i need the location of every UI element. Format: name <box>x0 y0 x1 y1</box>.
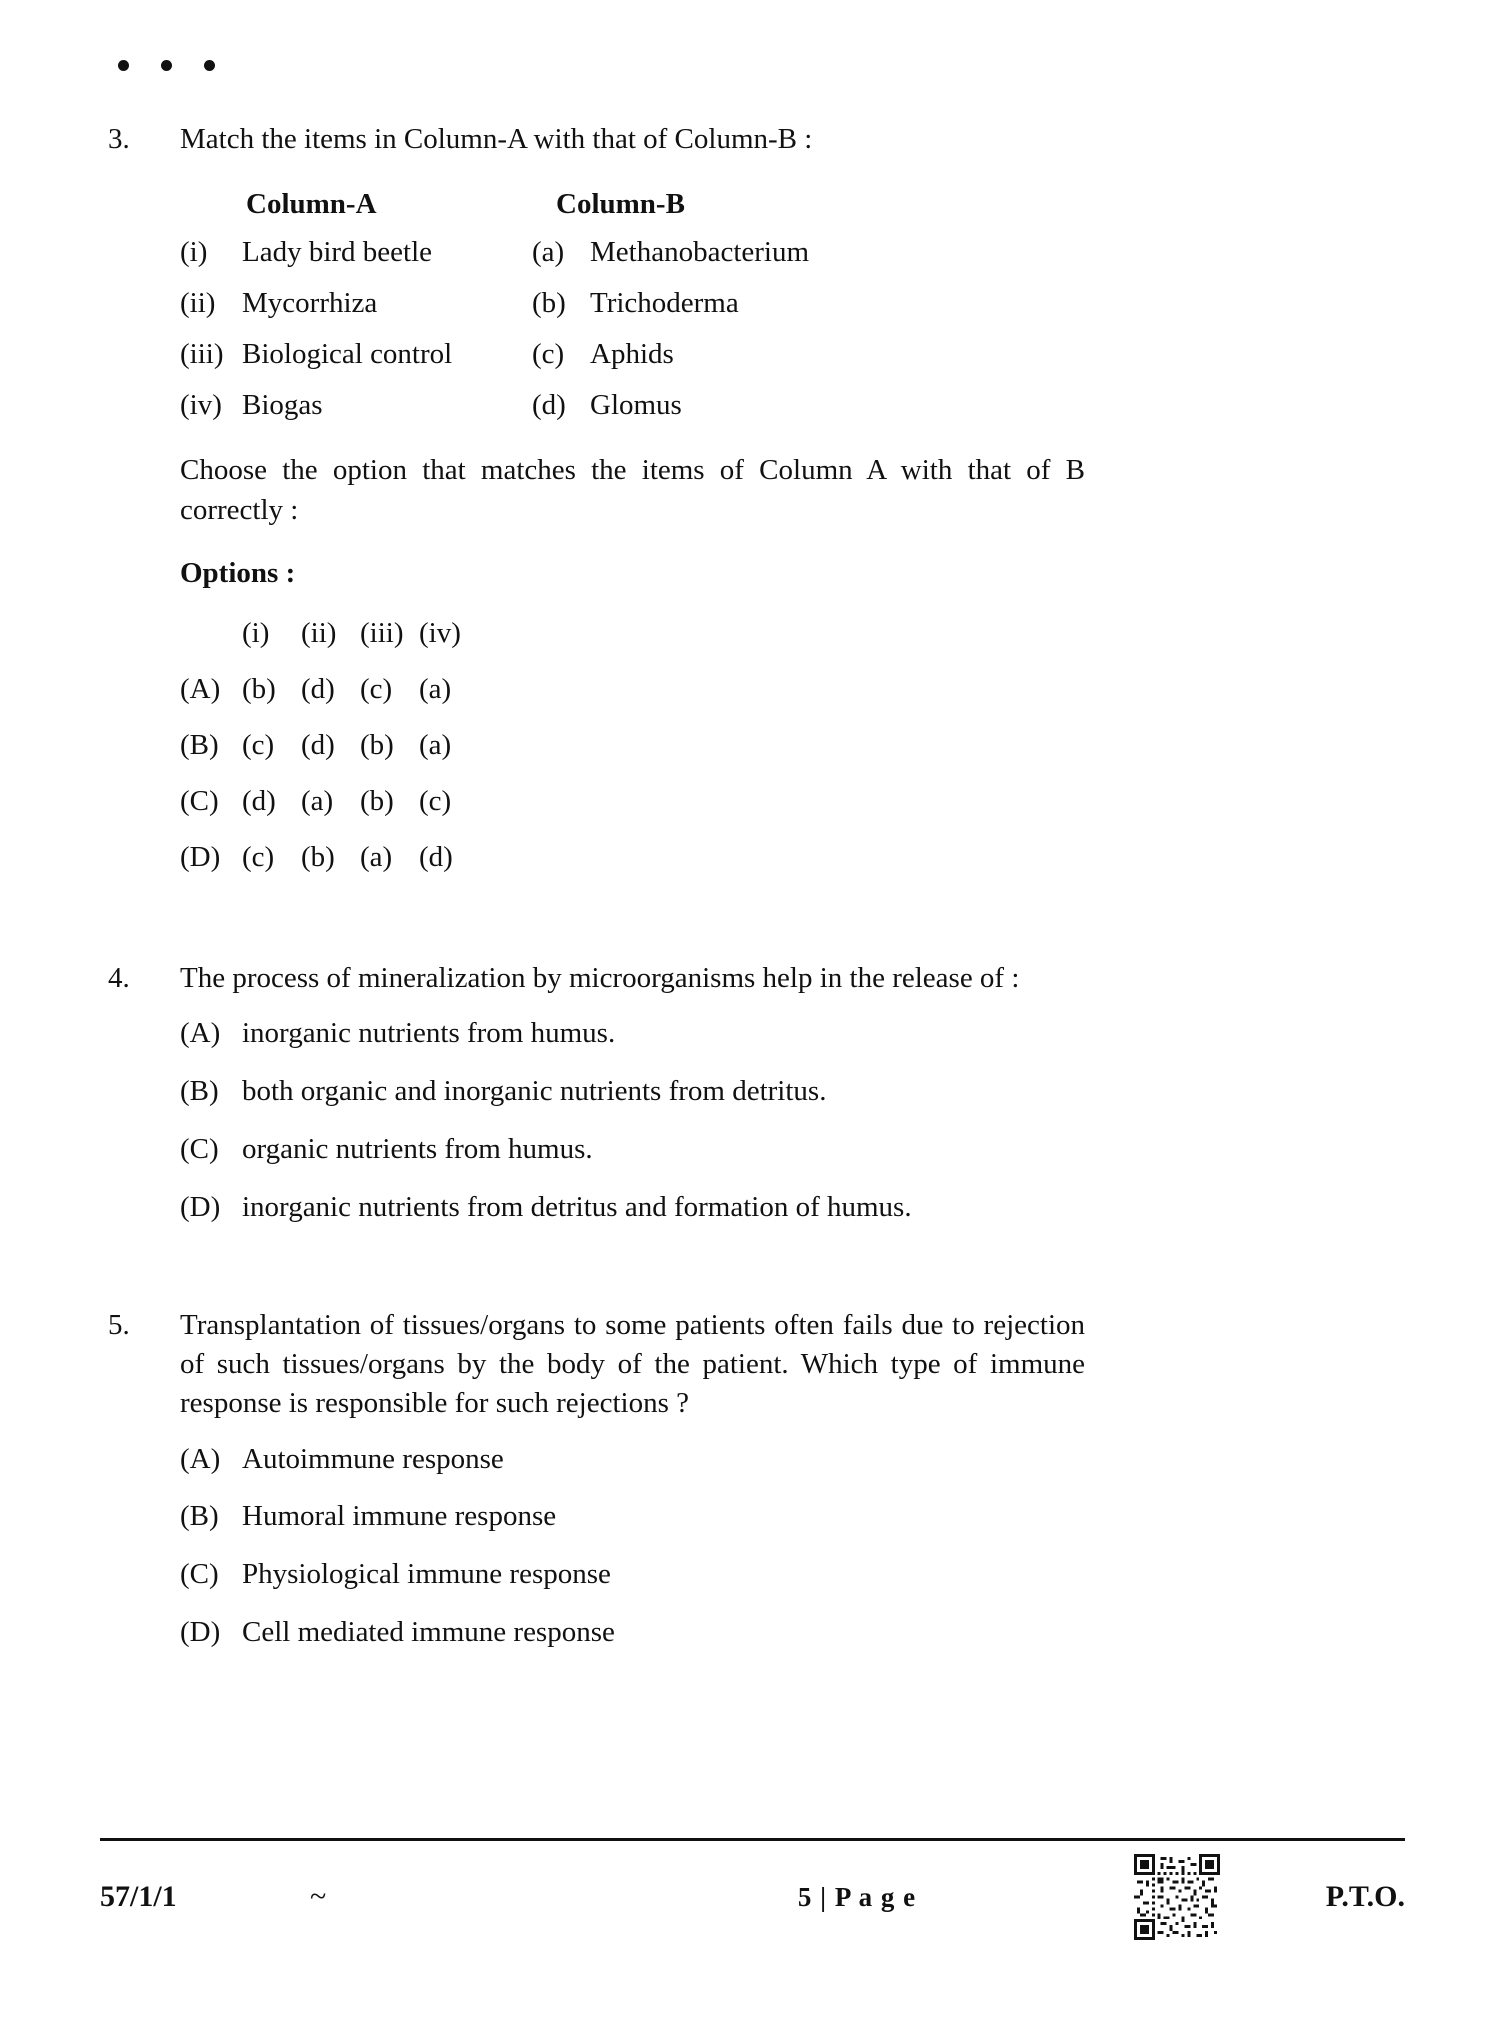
page-footer <box>100 1852 1405 1942</box>
row-b-letter: (b) <box>532 286 566 319</box>
qr-code-icon <box>1134 1854 1220 1940</box>
option-text: Humoral immune response <box>242 1500 557 1533</box>
page-number: 5 | P a g e <box>797 1881 917 1912</box>
table-row <box>180 337 1395 370</box>
row-b-letter: (a) <box>532 235 565 268</box>
matrix-cell: (a) <box>419 728 452 761</box>
matrix-cell: (d) <box>242 784 276 817</box>
option-label: (D) <box>180 1190 221 1223</box>
row-b-text: Trichoderma <box>590 286 739 319</box>
question-3-stem: Match the items in Column-A with that of Column-B : <box>180 123 813 155</box>
row-a-text: Lady bird beetle <box>242 235 433 268</box>
instruction-line-2: correctly : <box>180 493 299 526</box>
matrix-cell: (b) <box>360 784 394 817</box>
answer-matrix <box>180 616 1395 873</box>
matrix-option-row-c[interactable] <box>180 784 1395 817</box>
row-a-text: Biogas <box>242 388 323 421</box>
table-row <box>180 388 1395 421</box>
question-5-number: 5. <box>108 1309 130 1342</box>
list-item[interactable] <box>180 1441 1395 1479</box>
matrix-cell: (c) <box>360 672 393 705</box>
matrix-cell: (b) <box>242 672 276 705</box>
option-text: inorganic nutrients from detritus and formation of humus. <box>242 1190 912 1223</box>
matrix-cell: (a) <box>301 784 334 817</box>
question-4-stem: The process of mineralization by microorganisms help in the release of : <box>180 961 1020 994</box>
matrix-option-row-b[interactable] <box>180 728 1395 761</box>
matrix-header-i: (i) <box>242 616 270 649</box>
page-top-bullet-marks <box>118 60 215 71</box>
option-text: Autoimmune response <box>242 1442 504 1475</box>
matrix-cell: (d) <box>301 728 335 761</box>
question-3-instruction <box>180 450 1085 530</box>
option-label: (D) <box>180 840 221 873</box>
stem-line-3: response is responsible for such rejections ? <box>180 1386 689 1419</box>
list-item[interactable] <box>180 1073 1395 1111</box>
option-text: Physiological immune response <box>242 1558 611 1591</box>
row-b-letter: (c) <box>532 337 565 370</box>
table-row <box>180 286 1395 319</box>
table-row <box>180 235 1395 268</box>
row-b-text: Glomus <box>590 388 682 421</box>
bullet-dot-icon <box>118 60 129 71</box>
list-item[interactable] <box>180 1498 1395 1536</box>
question-3 <box>0 120 1505 899</box>
matrix-cell: (c) <box>242 728 275 761</box>
matrix-header-row <box>180 616 1395 649</box>
row-a-numeral: (iv) <box>180 388 222 421</box>
section-gap <box>0 1246 1505 1306</box>
question-5 <box>0 1306 1505 1671</box>
tilde-mark: ~ <box>310 1880 327 1913</box>
question-3-number: 3. <box>108 123 130 155</box>
stem-line-1: Transplantation of tissues/organs to some patients often fails due to rejection <box>180 1309 1085 1342</box>
match-table-headers <box>246 185 1395 224</box>
row-b-text: Methanobacterium <box>590 235 810 268</box>
pto-label: P.T.O. <box>1325 1880 1405 1913</box>
option-label: (C) <box>180 1132 219 1165</box>
bullet-dot-icon <box>204 60 215 71</box>
paper-code: 57/1/1 <box>100 1880 177 1913</box>
matrix-cell: (c) <box>419 784 452 817</box>
list-item[interactable] <box>180 1189 1395 1227</box>
column-b-header: Column-B <box>556 187 685 220</box>
page-content <box>0 120 1505 1672</box>
option-label: (A) <box>180 672 221 705</box>
question-4-number: 4. <box>108 961 130 994</box>
bullet-dot-icon <box>161 60 172 71</box>
matrix-header-iii: (iii) <box>360 616 404 649</box>
instruction-line-1: Choose the option that matches the items of Column A with that of B <box>180 453 1085 486</box>
row-a-numeral: (ii) <box>180 286 216 319</box>
matrix-cell: (b) <box>301 840 335 873</box>
options-label: Options : <box>180 556 296 589</box>
question-4-options <box>180 1015 1395 1226</box>
question-4 <box>0 959 1505 1247</box>
option-label: (D) <box>180 1615 221 1648</box>
option-label: (C) <box>180 1558 219 1591</box>
matrix-cell: (d) <box>301 672 335 705</box>
section-gap <box>0 899 1505 959</box>
stem-line-2: of such tissues/organs by the body of the patient. Which type of immune <box>180 1348 1085 1381</box>
row-a-numeral: (iii) <box>180 337 224 370</box>
matrix-cell: (c) <box>242 840 275 873</box>
match-table-rows <box>180 235 1395 421</box>
option-label: (B) <box>180 1500 219 1533</box>
row-b-text: Aphids <box>590 337 674 370</box>
list-item[interactable] <box>180 1015 1395 1053</box>
row-a-numeral: (i) <box>180 235 208 268</box>
matrix-option-row-d[interactable] <box>180 840 1395 873</box>
option-label: (A) <box>180 1442 221 1475</box>
option-text: Cell mediated immune response <box>242 1615 615 1648</box>
option-label: (C) <box>180 784 219 817</box>
option-label: (A) <box>180 1017 221 1050</box>
question-5-options <box>180 1441 1395 1652</box>
row-b-letter: (d) <box>532 388 566 421</box>
footer-divider <box>100 1838 1405 1841</box>
matrix-option-row-a[interactable] <box>180 672 1395 705</box>
matrix-cell: (b) <box>360 728 394 761</box>
column-a-header: Column-A <box>246 187 377 220</box>
matrix-cell: (a) <box>360 840 393 873</box>
option-label: (B) <box>180 1075 219 1108</box>
question-5-stem <box>180 1306 1085 1423</box>
matrix-cell: (d) <box>419 840 453 873</box>
matrix-header-iv: (iv) <box>419 616 461 649</box>
matrix-cell: (a) <box>419 672 452 705</box>
list-item[interactable] <box>180 1556 1395 1594</box>
list-item[interactable] <box>180 1614 1395 1652</box>
list-item[interactable] <box>180 1131 1395 1169</box>
option-label: (B) <box>180 728 219 761</box>
option-text: organic nutrients from humus. <box>242 1132 593 1165</box>
matrix-header-ii: (ii) <box>301 616 337 649</box>
row-a-text: Biological control <box>242 337 453 370</box>
row-a-text: Mycorrhiza <box>242 286 378 319</box>
option-text: inorganic nutrients from humus. <box>242 1017 616 1050</box>
option-text: both organic and inorganic nutrients from detritus. <box>242 1075 827 1108</box>
